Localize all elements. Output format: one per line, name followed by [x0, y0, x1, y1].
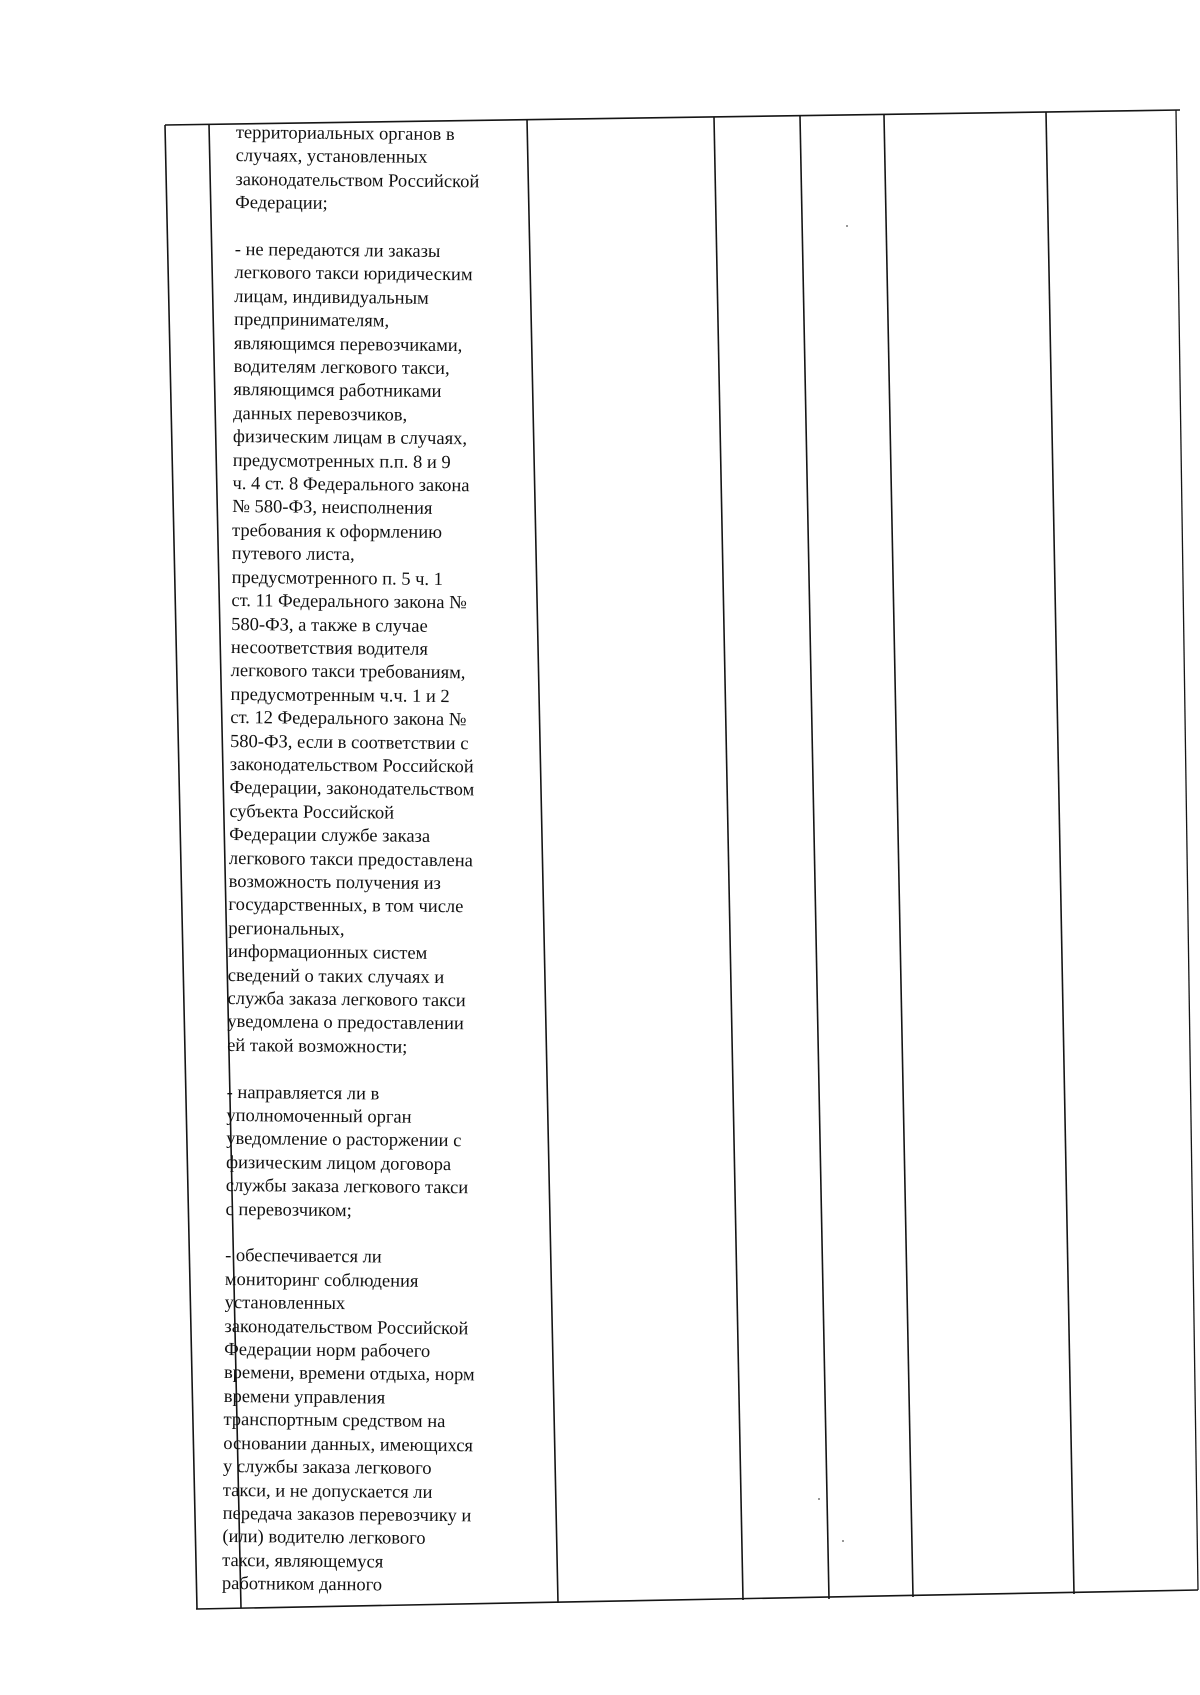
paragraph-order-transfer: - не передаются ли заказы легкового такси юридическим лицам, индивидуальным предпринимателям, являющимся перевозчиками, водителям легкового такси, являющимся работниками данных перевозчиков, физическим лицам в случаях, предусмотренных п.п. 8 и 9 ч. 4 ст. 8 Федерального закона № 580-ФЗ, неисполнения требования к оформлению путевого листа, предусмотренного п. 5 ч. 1 ст. 11 Федерального закона № 580-ФЗ, а также в случае несоответствия водителя легкового такси требованиям, предусмотренным ч.ч. 1 и 2 ст. 12 Федерального закона № 580-ФЗ, если в соответствии с законодательством Российской Федерации, законодательством субъекта Российской Федерации службе заказа легкового такси предоставлена возможность получения из государственных, в том числе региональных, информационных систем сведений о таких случаях и служба заказа легкового такси уведомлена о предоставлении ей такой возможности;: [227, 240, 475, 1058]
column-divider-5: [884, 115, 913, 1597]
scan-speck: [842, 1540, 844, 1542]
scan-speck: [846, 225, 848, 227]
paragraph-gap: [227, 1058, 527, 1084]
table-right-border: [1176, 110, 1198, 1590]
scan-speck: [818, 1498, 820, 1500]
table-left-border: [165, 125, 197, 1609]
paragraph-working-time-monitoring: - обеспечивается ли мониторинг соблюдения установленных законодательством Российской Федерации норм рабочего времени, времени отдыха, норм времени управления транспортным средством на основании данных, имеющихся у службы заказа легкового такси, и не допускается ли передача заказов перевозчику и (или) водителю легкового такси, являющемуся работником данного: [221, 1246, 475, 1596]
column-divider-3: [714, 117, 743, 1600]
paragraph-termination-notice: - направляется ли в уполномоченный орган уведомление о расторжении с физическим лицом договора службы заказа легкового такси с перевозчиком;: [225, 1082, 469, 1221]
paragraph-gap: [225, 1222, 525, 1248]
paragraph-territorial-bodies: территориальных органов в случаях, установленных законодательством Российской Федерации;: [235, 122, 480, 215]
checklist-cell-text: [222, 122, 536, 1599]
column-divider-4: [800, 116, 829, 1599]
column-divider-6: [1046, 112, 1074, 1594]
paragraph-gap: [235, 216, 535, 242]
